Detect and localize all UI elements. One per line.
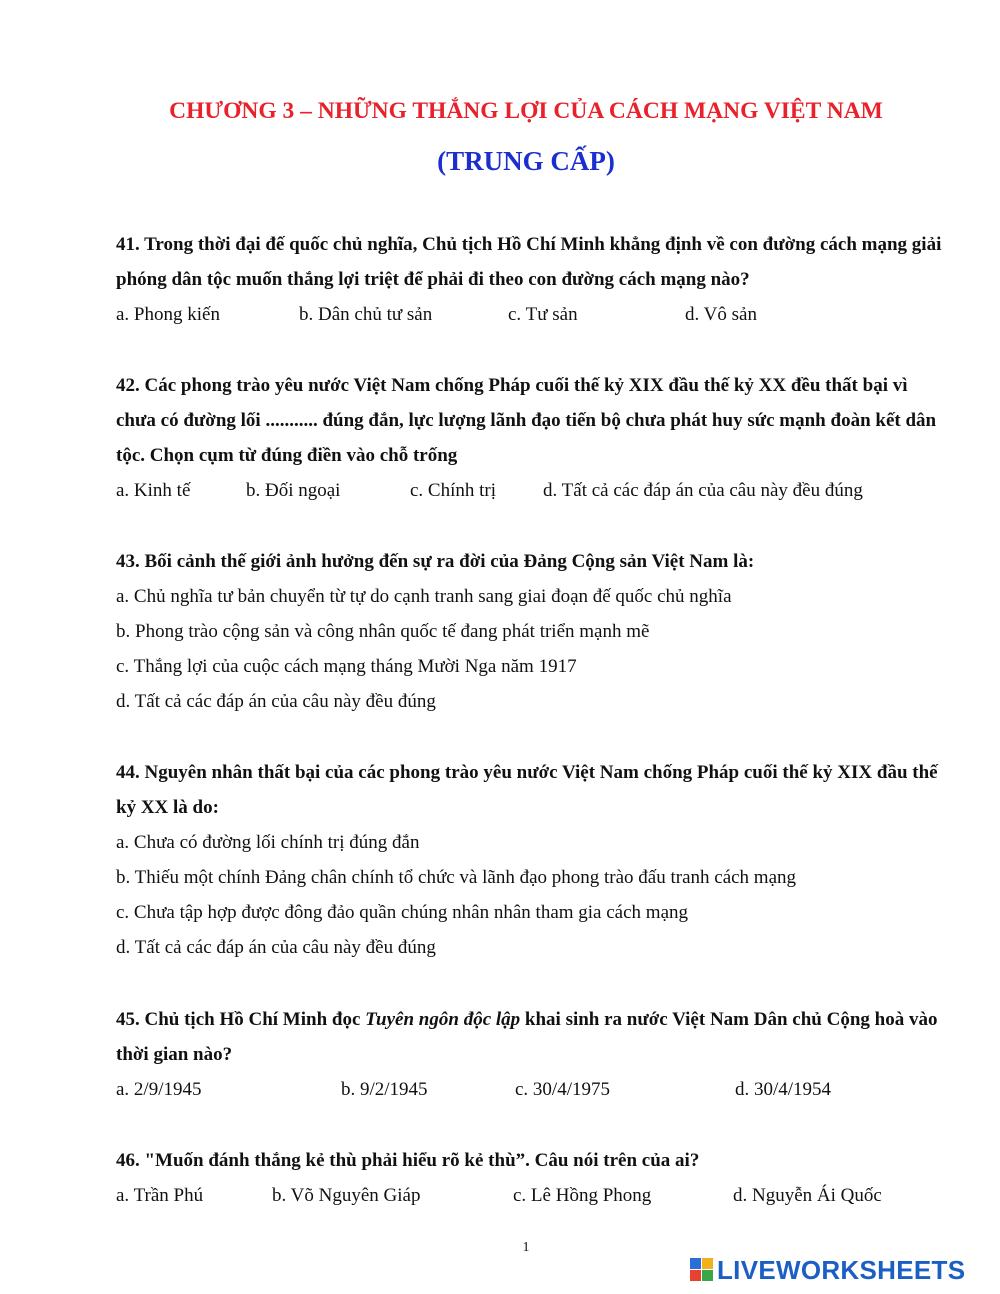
option-a[interactable]: a. 2/9/1945 bbox=[116, 1079, 202, 1100]
question-46 bbox=[116, 1143, 946, 1213]
question-45 bbox=[116, 1002, 946, 1107]
logo-square-red bbox=[690, 1270, 701, 1281]
option-b[interactable]: b. Dân chủ tư sản bbox=[299, 304, 433, 325]
question-stem: 41. Trong thời đại đế quốc chủ nghĩa, Chủ tịch Hồ Chí Minh khẳng định về con đường cách mạng giải phóng dân tộc muốn thắng lợi triệt để phải đi theo con đường cách mạng nào? bbox=[116, 234, 942, 290]
option-a[interactable]: a. Chủ nghĩa tư bản chuyển từ tự do cạnh tranh sang giai đoạn đế quốc chủ nghĩa bbox=[116, 586, 732, 607]
option-a[interactable]: a. Trần Phú bbox=[116, 1185, 204, 1206]
option-d[interactable]: d. 30/4/1954 bbox=[735, 1079, 832, 1100]
question-stem: 46. "Muốn đánh thắng kẻ thù phải hiểu rõ kẻ thù”. Câu nói trên của ai? bbox=[116, 1150, 700, 1171]
options-row bbox=[116, 1072, 946, 1107]
chapter-subtitle: (TRUNG CẤP) bbox=[437, 146, 615, 176]
page-number: 1 bbox=[522, 1240, 530, 1255]
option-c[interactable]: c. 30/4/1975 bbox=[515, 1079, 610, 1100]
question-44 bbox=[116, 755, 946, 965]
option-a[interactable]: a. Kinh tế bbox=[116, 480, 191, 501]
option-d[interactable]: d. Nguyễn Ái Quốc bbox=[733, 1185, 882, 1206]
question-stem: 42. Các phong trào yêu nước Việt Nam chống Pháp cuối thế kỷ XIX đầu thế kỷ XX đều thất bại vì chưa có đường lối ........... đúng đắn, lực lượng lãnh đạo tiến bộ chưa phát huy sức mạnh đoàn kết dân tộc. Chọn cụm từ đúng điền vào chỗ trống bbox=[116, 375, 937, 466]
document-title-italic: Tuyên ngôn độc lập bbox=[365, 1009, 521, 1030]
option-b[interactable]: b. Đối ngoại bbox=[246, 480, 341, 501]
logo-square-yellow bbox=[702, 1258, 713, 1269]
option-c[interactable]: c. Chính trị bbox=[410, 480, 497, 501]
question-stem: 44. Nguyên nhân thất bại của các phong trào yêu nước Việt Nam chống Pháp cuối thế kỷ XIX đầu thế kỷ XX là do: bbox=[116, 762, 938, 818]
question-41 bbox=[116, 227, 946, 332]
option-c[interactable]: c. Tư sản bbox=[508, 304, 578, 325]
option-b[interactable]: b. Phong trào cộng sản và công nhân quốc tế đang phát triển mạnh mẽ bbox=[116, 621, 650, 642]
question-42 bbox=[116, 368, 946, 508]
liveworksheets-logo bbox=[690, 1253, 965, 1287]
question-stem-start: 45. Chủ tịch Hồ Chí Minh đọc bbox=[116, 1009, 366, 1030]
option-b[interactable]: b. Thiếu một chính Đảng chân chính tổ chức và lãnh đạo phong trào đấu tranh cách mạng bbox=[116, 867, 797, 888]
options-row bbox=[116, 473, 946, 508]
liveworksheets-logo-icon bbox=[690, 1258, 714, 1282]
option-c[interactable]: c. Lê Hồng Phong bbox=[513, 1185, 652, 1206]
question-stem-end: khai sinh ra nước Việt Nam Dân chủ Cộng hoà vào thời gian nào? bbox=[116, 1009, 938, 1065]
option-b[interactable]: b. 9/2/1945 bbox=[341, 1079, 428, 1100]
options-row bbox=[116, 297, 946, 332]
logo-square-green bbox=[702, 1270, 713, 1281]
options-row bbox=[116, 1178, 946, 1213]
question-stem bbox=[116, 1002, 946, 1072]
option-a[interactable]: a. Phong kiến bbox=[116, 304, 220, 325]
question-stem: 43. Bối cảnh thế giới ảnh hưởng đến sự ra đời của Đảng Cộng sản Việt Nam là: bbox=[116, 551, 755, 572]
option-c[interactable]: c. Chưa tập hợp được đông đảo quần chúng nhân nhân tham gia cách mạng bbox=[116, 902, 689, 923]
chapter-title: CHƯƠNG 3 – NHỮNG THẮNG LỢI CỦA CÁCH MẠNG VIỆT NAM bbox=[169, 98, 883, 124]
option-d[interactable]: d. Tất cả các đáp án của câu này đều đúng bbox=[543, 480, 863, 501]
brand-name: LIVEWORKSHEETS bbox=[717, 1254, 966, 1285]
question-43 bbox=[116, 544, 946, 719]
option-c[interactable]: c. Thắng lợi của cuộc cách mạng tháng Mười Nga năm 1917 bbox=[116, 656, 577, 677]
option-b[interactable]: b. Võ Nguyên Giáp bbox=[272, 1185, 421, 1206]
option-d[interactable]: d. Vô sản bbox=[685, 304, 757, 325]
option-a[interactable]: a. Chưa có đường lối chính trị đúng đắn bbox=[116, 832, 420, 853]
logo-square-blue bbox=[690, 1258, 701, 1269]
option-d[interactable]: d. Tất cả các đáp án của câu này đều đúng bbox=[116, 691, 436, 712]
option-d[interactable]: d. Tất cả các đáp án của câu này đều đúng bbox=[116, 937, 436, 958]
